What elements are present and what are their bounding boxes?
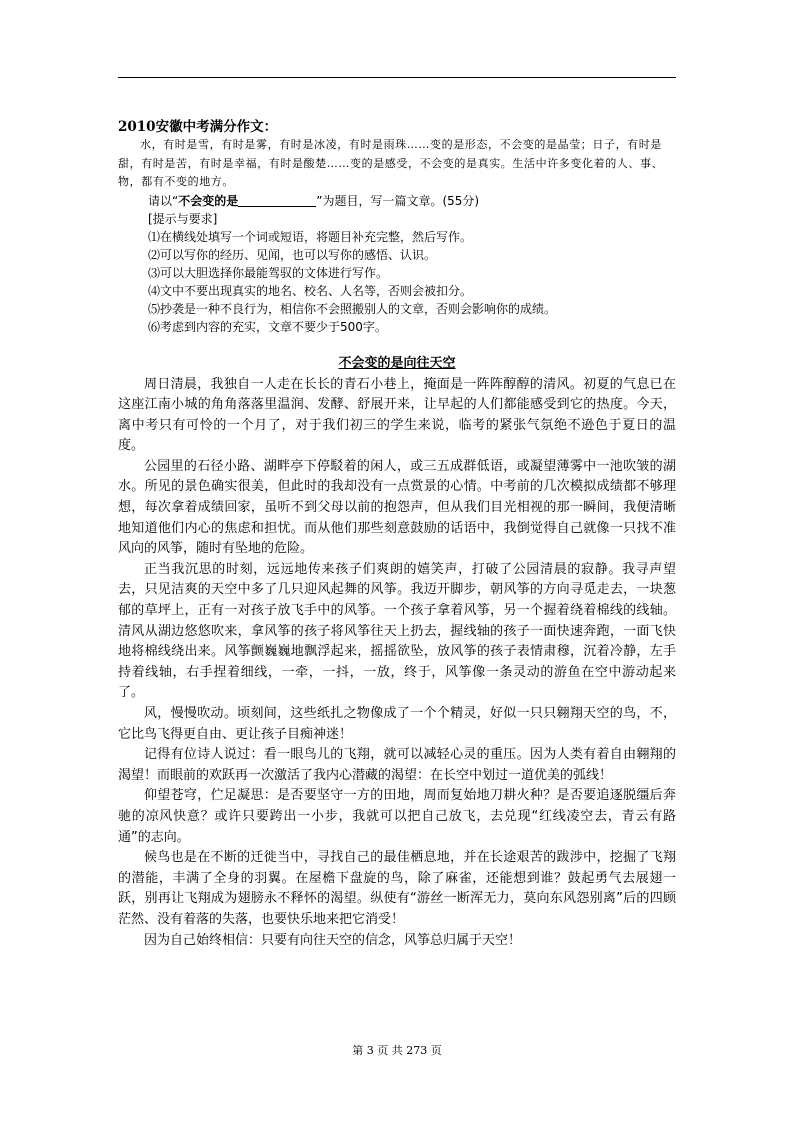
essay-paragraph: 周日清晨，我独自一人走在长长的青石小巷上，掩面是一阵阵醇醇的清风。初夏的气息已在这座江南小城的角角落落里温润、发酵、舒展开来，让早起的人们都能感受到它的热度。今天，离中考只有可怜的一个月了，对于我们初三的学生来说，临考的紧张气氛绝不逊色于夏日的温度。 [118,376,676,454]
document-page [118,118,676,951]
requirements-header: [提示与要求] [148,211,218,226]
essay-paragraph: 正当我沉思的时刻，远远地传来孩子们爽朗的嬉笑声，打破了公园清晨的寂静。我寻声望去，只见洁爽的天空中多了几只迎风起舞的风筝。我迈开脚步，朝风筝的方向寻觅走去，一块葱郁的草坪上，正有一对孩子放飞手中的风筝。一个孩子拿着风筝，另一个握着绕着棉线的线轴。清风从湖边悠悠吹来，拿风筝的孩子将风筝往天上扔去，握线轴的孩子一面快速奔跑，一面飞快地将棉线绕出来。风筝颤巍巍地飘浮起来，摇摇欲坠，放风筝的孩子表情肃穆，沉着冷静，左手持着线轴，右手捏着细线，一牵，一抖，一放，终于，风筝像一条灵动的游鱼在空中游动起来了。 [118,561,676,701]
essay-paragraph: 候鸟也是在不断的迁徙当中，寻找自己的最佳栖息地，并在长途艰苦的跋涉中，挖掘了飞翔的潜能，丰满了全身的羽翼。在屋檐下盘旋的鸟，除了麻雀，还能想到谁？鼓起勇气去展翅一跃，别再让飞翔成为翅膀永不释怀的渴望。纵使有“游丝一断浑无力，莫向东风怨别离”后的四顾茫然、没有着落的失落，也要快乐地来把它消受！ [118,850,676,927]
prompt-text: 水，有时是雪，有时是雾，有时是冰凌，有时是雨珠……变的是形态，不会变的是晶莹；日子，有时是甜，有时是苦，有时是幸福，有时是酸楚……变的是感受，不会变的是真实。生活中许多变化着的人、事、物，都有不变的地方。 [118,138,664,188]
instruction-line [118,192,676,210]
essay-title-text: 不会变的是向往天空 [338,355,456,371]
requirement-item: ⑷文中不要出现真实的地名、校名、人名等，否则会被扣分。 [148,283,473,298]
essay-paragraph: 公园里的石径小路、湖畔亭下停駁着的闲人，或三五成群低语，或凝望薄雾中一池吹皱的湖水。所见的景色确实很美，但此时的我却没有一点赏景的心情。中考前的几次模拟成绩都不够理想，每次拿着成绩回家，虽听不到父母以前的抱怨声，但从我们目光相视的那一瞬间，我便清晰地知道他们内心的焦虑和担忧。而从他们那些刻意鼓励的话语中，我倒觉得自己就像一只找不准风向的风筝，随时有坠地的危险。 [118,458,676,557]
instruction-pre: 请以“ [148,193,179,208]
instruction-post: ”为题目，写一篇文章。(55分) [316,193,480,208]
requirement-item: ⑹考虑到内容的充实，文章不要少于500字。 [148,319,387,334]
essay-paragraph: 因为自己始终相信：只要有向往天空的信念，风筝总归属于天空！ [144,932,522,948]
essay-paragraph: 仰望苍穹，伫足凝思：是否要坚守一方的田地，周而复始地刀耕火种？是否要追逐脱缰后奔驰的凉风快意？或许只要跨出一小步，我就可以把自己放飞，去兑现“红线凌空去，青云有路通”的志向。 [118,788,676,845]
essay-paragraph: 记得有位诗人说过：看一眼鸟儿的飞翔，就可以减轻心灵的重压。因为人类有着自由翱翔的渴望！而眼前的欢跃再一次激活了我内心潜藏的渴望：在长空中划过一道优美的弧线！ [118,747,676,783]
essay-paragraph: 风，慢慢吹动。顷刻间，这些纸扎之物像成了一个个精灵，好似一只只翱翔天空的鸟，不，它比鸟飞得更自由、更让孩子目痴神迷！ [118,706,676,742]
page-footer: 第 3 页 共 273 页 [352,1044,442,1057]
essay-title [118,355,676,373]
requirement-item: ⑴在横线处填写一个词或短语，将题目补充完整，然后写作。 [148,229,473,244]
requirement-item: ⑶可以大胆选择你最能驾驭的文体进行写作。 [148,265,389,280]
requirement-item: ⑸抄袭是一种不良行为，相信你不会照搬别人的文章，否则会影响你的成绩。 [148,301,557,316]
header-rule [118,77,676,78]
instruction-title-stem: 不会变的是 [178,193,239,208]
document-heading: 2010安徽中考满分作文： [118,119,278,135]
requirement-item: ⑵可以写你的经历、见闻，也可以写你的感悟、认识。 [148,247,437,262]
title-blank [238,194,316,207]
